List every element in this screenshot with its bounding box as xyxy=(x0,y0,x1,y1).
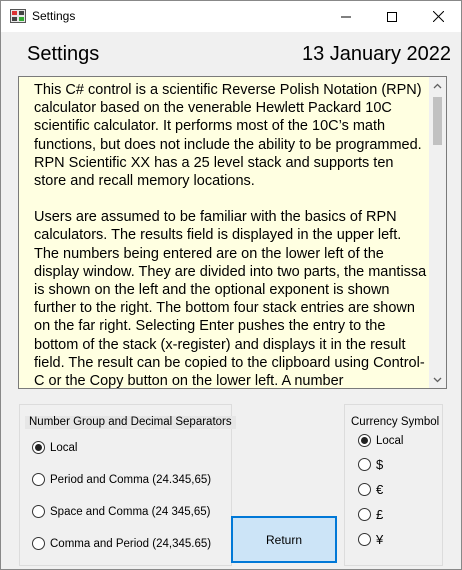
page-title: Settings xyxy=(27,43,100,65)
description-textbox[interactable] xyxy=(18,76,447,389)
radio-button[interactable] xyxy=(358,483,371,496)
description-paragraph: This C# control is a scientific Reverse Polish Notation (RPN) calculator based on the venerable Hewlett Packard 10C scientific calculator. It performs most of the 10C’s math functions, but does not include the ability to be programmed. RPN Scientific XX has a 25 level stack and supports ten store and recall memory locations. xyxy=(34,82,422,190)
window-title: Settings xyxy=(32,9,76,23)
radio-button[interactable] xyxy=(32,441,45,454)
radio-label: Period and Comma (24.345,65) xyxy=(50,473,212,486)
radio-label: Comma and Period (24,345.65) xyxy=(50,537,212,550)
date-label: 13 January 2022 xyxy=(301,43,451,65)
title-bar xyxy=(1,1,461,32)
radio-currency-yen[interactable] xyxy=(358,532,383,547)
radio-currency-pound[interactable] xyxy=(358,507,383,522)
radio-number-comma-period[interactable] xyxy=(32,537,211,550)
radio-button[interactable] xyxy=(358,508,371,521)
radio-button[interactable] xyxy=(32,537,45,550)
radio-label: Local xyxy=(376,434,404,447)
radio-label: ¥ xyxy=(376,532,384,547)
radio-label: Local xyxy=(50,441,78,454)
description-paragraph: Users are assumed to be familiar with the basics of RPN calculators. The results field is displayed in the upper left. The numbers being entered are on the lower left of the display window. They are divided into two parts, the mantissa is shown on the left and the optional exponent is shown further to the right. The bottom four stack entries are shown on the far right. Selecting Enter pushes the entry to the bottom of the stack (x-register) and displays it in the result field. The result can be copied to the clipboard using Control-C or the Copy button on the lower left. A number xyxy=(34,209,427,389)
close-button[interactable] xyxy=(415,1,461,32)
radio-button[interactable] xyxy=(32,473,45,486)
number-group-label: Number Group and Decimal Separators xyxy=(25,416,236,429)
radio-label: $ xyxy=(376,457,384,472)
radio-button[interactable] xyxy=(358,434,371,447)
scroll-up-button[interactable] xyxy=(429,77,446,94)
description-text xyxy=(34,81,427,389)
radio-currency-euro[interactable] xyxy=(358,482,383,497)
radio-label: € xyxy=(376,482,384,497)
radio-number-period-comma[interactable] xyxy=(32,473,211,486)
currency-group-label: Currency Symbol xyxy=(351,416,440,428)
minimize-button[interactable] xyxy=(323,1,369,32)
maximize-icon xyxy=(387,12,397,22)
close-icon xyxy=(433,11,444,22)
chevron-down-icon xyxy=(433,377,442,383)
radio-button[interactable] xyxy=(358,533,371,546)
scroll-thumb[interactable] xyxy=(433,97,442,145)
radio-currency-local[interactable] xyxy=(358,434,404,447)
radio-button[interactable] xyxy=(32,505,45,518)
radio-label: Space and Comma (24 345,65) xyxy=(50,505,211,518)
radio-label: £ xyxy=(376,507,384,522)
maximize-button[interactable] xyxy=(369,1,415,32)
radio-button[interactable] xyxy=(358,458,371,471)
vertical-scrollbar[interactable] xyxy=(429,77,446,388)
calculator-app-icon xyxy=(10,9,26,23)
return-button[interactable]: Return xyxy=(231,516,337,563)
minimize-icon xyxy=(341,12,351,22)
radio-number-space-comma[interactable] xyxy=(32,505,210,518)
scroll-down-button[interactable] xyxy=(429,371,446,388)
radio-number-local[interactable] xyxy=(32,441,78,454)
chevron-up-icon xyxy=(433,83,442,89)
radio-currency-dollar[interactable] xyxy=(358,457,383,472)
